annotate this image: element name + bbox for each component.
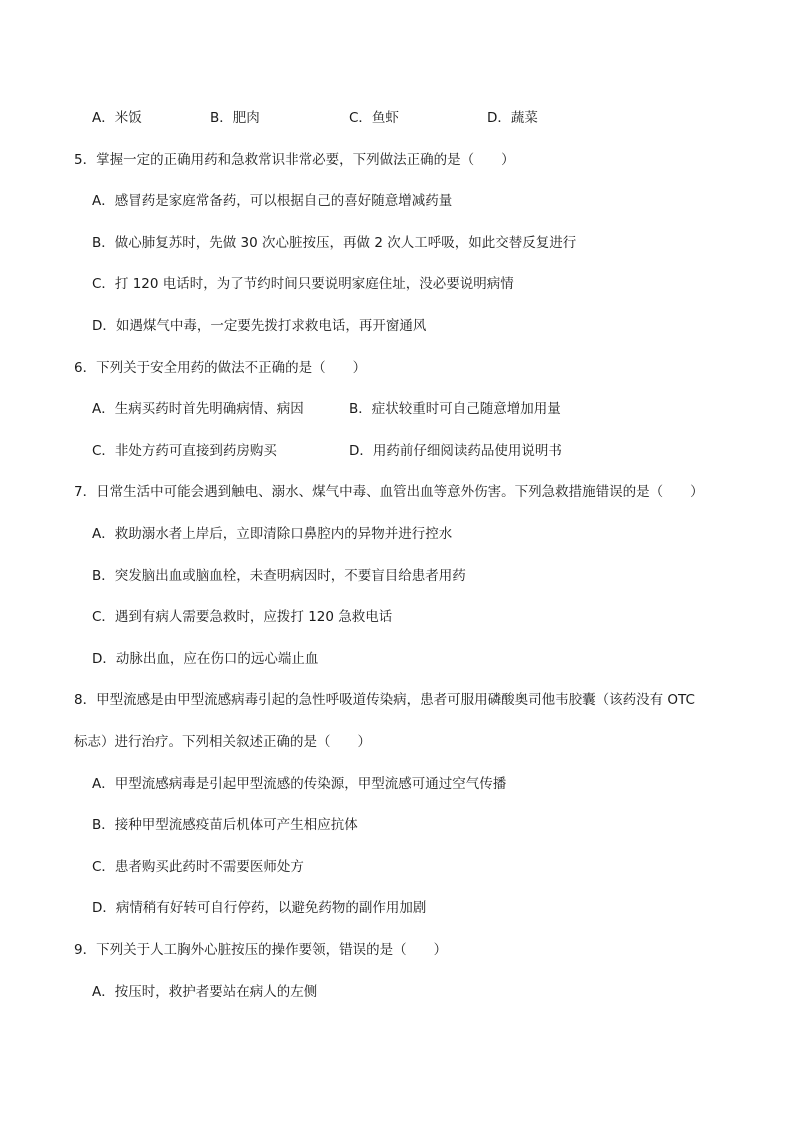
question-8-option-d: D．病情稍有好转可自行停药，以避免药物的副作用加剧 xyxy=(92,900,427,916)
option-c: C．鱼虾 xyxy=(349,110,399,126)
option-d: D．蔬菜 xyxy=(487,110,538,126)
question-6-option-b: B．症状较重时可自己随意增加用量 xyxy=(349,401,561,417)
question-5-option-b: B．做心肺复苏时，先做 30 次心脏按压，再做 2 次人工呼吸，如此交替反复进行 xyxy=(92,235,577,251)
question-7-option-d: D．动脉出血，应在伤口的远心端止血 xyxy=(92,651,319,667)
question-8-stem-line-1: 8．甲型流感是由甲型流感病毒引起的急性呼吸道传染病，患者可服用磷酸奥司他韦胶囊（该药没有 OTC xyxy=(74,692,695,708)
question-7-stem: 7．日常生活中可能会遇到触电、溺水、煤气中毒、血管出血等意外伤害。下列急救措施错误的是（ ） xyxy=(74,484,704,500)
question-5-option-a: A．感冒药是家庭常备药，可以根据自己的喜好随意增减药量 xyxy=(92,193,453,209)
question-8-option-b: B．接种甲型流感疫苗后机体可产生相应抗体 xyxy=(92,817,358,833)
question-9-stem: 9．下列关于人工胸外心脏按压的操作要领，错误的是（ ） xyxy=(74,942,448,958)
question-9-option-a: A．按压时，救护者要站在病人的左侧 xyxy=(92,984,318,1000)
question-7-option-c: C．遇到有病人需要急救时，应拨打 120 急救电话 xyxy=(92,609,393,625)
option-b: B．肥肉 xyxy=(210,110,260,126)
question-5-option-d: D．如遇煤气中毒，一定要先拨打求救电话，再开窗通风 xyxy=(92,318,427,334)
question-7-option-a: A．救助溺水者上岸后，立即清除口鼻腔内的异物并进行控水 xyxy=(92,526,453,542)
option-a: A．米饭 xyxy=(92,110,142,126)
question-8-option-a: A．甲型流感病毒是引起甲型流感的传染源，甲型流感可通过空气传播 xyxy=(92,776,507,792)
question-7-option-b: B．突发脑出血或脑血栓，未查明病因时，不要盲目给患者用药 xyxy=(92,568,466,584)
prev-question-options xyxy=(0,108,794,128)
question-8-option-c: C．患者购买此药时不需要医师处方 xyxy=(92,859,304,875)
question-6-stem: 6．下列关于安全用药的做法不正确的是（ ） xyxy=(74,360,367,376)
question-5-option-c: C．打 120 电话时，为了节约时间只要说明家庭住址，没必要说明病情 xyxy=(92,276,514,292)
question-6-option-d: D．用药前仔细阅读药品使用说明书 xyxy=(349,443,562,459)
question-5-stem: 5．掌握一定的正确用药和急救常识非常必要，下列做法正确的是（ ） xyxy=(74,152,515,168)
question-6-option-a: A．生病买药时首先明确病情、病因 xyxy=(92,401,304,417)
question-8-stem-line-2: 标志）进行治疗。下列相关叙述正确的是（ ） xyxy=(74,734,371,750)
question-6-option-c: C．非处方药可直接到药房购买 xyxy=(92,443,277,459)
